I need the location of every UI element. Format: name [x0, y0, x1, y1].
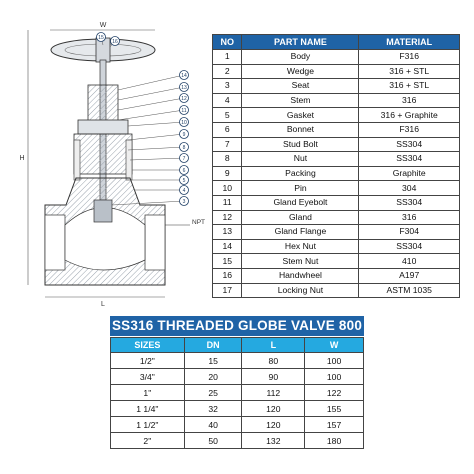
cell-material: 316 [359, 93, 460, 108]
callout-leader-line [118, 98, 184, 110]
cell-size: 1 1/2" [111, 417, 185, 433]
cell-dn: 32 [184, 401, 242, 417]
table-row [213, 254, 460, 269]
cell-l: 90 [242, 369, 305, 385]
cell-material: Graphite [359, 166, 460, 181]
callout-leader-line [128, 122, 184, 126]
callout-number: 11 [181, 108, 187, 114]
dim-width-label: W [99, 22, 107, 29]
cell-part: Stem [242, 93, 359, 108]
table-row [213, 108, 460, 123]
cell-part: Gland Eyebolt [242, 195, 359, 210]
table-row [213, 50, 460, 65]
cell-dn: 20 [184, 369, 242, 385]
table-row [213, 225, 460, 240]
cell-material: ASTM 1035 [359, 283, 460, 298]
cell-w: 100 [305, 369, 364, 385]
cell-w: 155 [305, 401, 364, 417]
table-row [111, 417, 364, 433]
cell-w: 157 [305, 417, 364, 433]
callout-number: 8 [182, 145, 186, 151]
cell-no: 12 [213, 210, 242, 225]
table-row [111, 369, 364, 385]
cell-material: SS304 [359, 137, 460, 152]
cell-l: 112 [242, 385, 305, 401]
cell-no: 9 [213, 166, 242, 181]
cell-no: 5 [213, 108, 242, 123]
table-row [213, 79, 460, 94]
cell-dn: 25 [184, 385, 242, 401]
cell-part: Hex Nut [242, 239, 359, 254]
cell-material: 410 [359, 254, 460, 269]
header-l: L [242, 338, 305, 353]
table-row [213, 64, 460, 79]
cell-dn: 40 [184, 417, 242, 433]
cell-material: 316 + Graphite [359, 108, 460, 123]
cell-no: 17 [213, 283, 242, 298]
cell-part: Bonnet [242, 122, 359, 137]
callout-leader-line [118, 87, 184, 100]
cell-material: F316 [359, 122, 460, 137]
cell-material: 316 + STL [359, 79, 460, 94]
callout-number: 5 [182, 178, 186, 184]
header-material: MATERIAL [359, 35, 460, 50]
cell-material: A197 [359, 268, 460, 283]
callout-leader-line [128, 134, 184, 140]
callout-leader-line [128, 147, 184, 150]
callout-number: 4 [182, 188, 186, 194]
valve-cross-section-drawing [0, 0, 210, 310]
cell-no: 11 [213, 195, 242, 210]
cell-part: Gland Flange [242, 225, 359, 240]
cell-part: Body [242, 50, 359, 65]
callout-number: 9 [182, 132, 186, 138]
table-row [213, 181, 460, 196]
cell-size: 1/2" [111, 353, 185, 369]
dim-length-label: L [101, 301, 105, 308]
callout-number: 16 [112, 39, 118, 45]
table-row [213, 152, 460, 167]
table-row [213, 166, 460, 181]
cell-part: Nut [242, 152, 359, 167]
cell-material: 316 [359, 210, 460, 225]
cell-no: 15 [213, 254, 242, 269]
cell-no: 14 [213, 239, 242, 254]
cell-dn: 50 [184, 433, 242, 449]
cell-no: 4 [213, 93, 242, 108]
cell-material: 304 [359, 181, 460, 196]
cell-no: 7 [213, 137, 242, 152]
cell-w: 100 [305, 353, 364, 369]
parts-table [212, 34, 460, 298]
table-row [213, 283, 460, 298]
cell-no: 2 [213, 64, 242, 79]
spec-header-row [111, 338, 364, 353]
cell-l: 132 [242, 433, 305, 449]
table-row [213, 137, 460, 152]
spec-table-title: SS316 THREADED GLOBE VALVE 800 [110, 316, 364, 336]
cell-part: Stem Nut [242, 254, 359, 269]
yoke [88, 85, 118, 125]
cell-no: 6 [213, 122, 242, 137]
cell-part: Gasket [242, 108, 359, 123]
cell-part: Seat [242, 79, 359, 94]
cell-no: 13 [213, 225, 242, 240]
table-row [213, 122, 460, 137]
table-row [111, 353, 364, 369]
cell-part: Pin [242, 181, 359, 196]
bonnet [74, 134, 132, 174]
cell-material: F316 [359, 50, 460, 65]
table-row [213, 195, 460, 210]
header-part-name: PART NAME [242, 35, 359, 50]
cell-part: Gland [242, 210, 359, 225]
cell-part: Wedge [242, 64, 359, 79]
cell-no: 10 [213, 181, 242, 196]
cell-size: 2" [111, 433, 185, 449]
cell-no: 3 [213, 79, 242, 94]
cell-dn: 15 [184, 353, 242, 369]
parts-header-row [213, 35, 460, 50]
callout-leader-line [130, 158, 184, 160]
npt-label: NPT [192, 219, 205, 226]
callout-number: 10 [181, 120, 187, 126]
callout-number: 3 [182, 199, 186, 205]
cell-no: 16 [213, 268, 242, 283]
table-row [213, 210, 460, 225]
cell-size: 3/4" [111, 369, 185, 385]
cell-part: Handwheel [242, 268, 359, 283]
cell-size: 1 1/4" [111, 401, 185, 417]
cell-material: SS304 [359, 152, 460, 167]
header-sizes: SIZES [111, 338, 185, 353]
cell-l: 120 [242, 401, 305, 417]
header-dn: DN [184, 338, 242, 353]
header-no: NO [213, 35, 242, 50]
cell-material: F304 [359, 225, 460, 240]
header-w: W [305, 338, 364, 353]
cell-l: 120 [242, 417, 305, 433]
cell-material: SS304 [359, 239, 460, 254]
cell-part: Locking Nut [242, 283, 359, 298]
wedge [94, 200, 112, 222]
cell-part: Stud Bolt [242, 137, 359, 152]
table-row [111, 433, 364, 449]
table-row [213, 93, 460, 108]
callout-number: 6 [182, 168, 186, 174]
cell-size: 1" [111, 385, 185, 401]
cell-material: 316 + STL [359, 64, 460, 79]
cell-material: SS304 [359, 195, 460, 210]
dim-height-label: H [19, 155, 25, 162]
table-row [213, 239, 460, 254]
cell-part: Packing [242, 166, 359, 181]
callout-number: 13 [181, 85, 187, 91]
table-row [111, 385, 364, 401]
callout-number: 14 [181, 73, 187, 79]
cell-no: 8 [213, 152, 242, 167]
callout-number: 15 [98, 35, 104, 41]
cell-w: 122 [305, 385, 364, 401]
spec-table [110, 337, 364, 449]
callout-leader-line [118, 75, 184, 90]
cell-no: 1 [213, 50, 242, 65]
cell-l: 80 [242, 353, 305, 369]
cell-w: 180 [305, 433, 364, 449]
callout-number: 7 [182, 156, 186, 162]
callout-number: 12 [181, 96, 187, 102]
table-row [111, 401, 364, 417]
table-row [213, 268, 460, 283]
